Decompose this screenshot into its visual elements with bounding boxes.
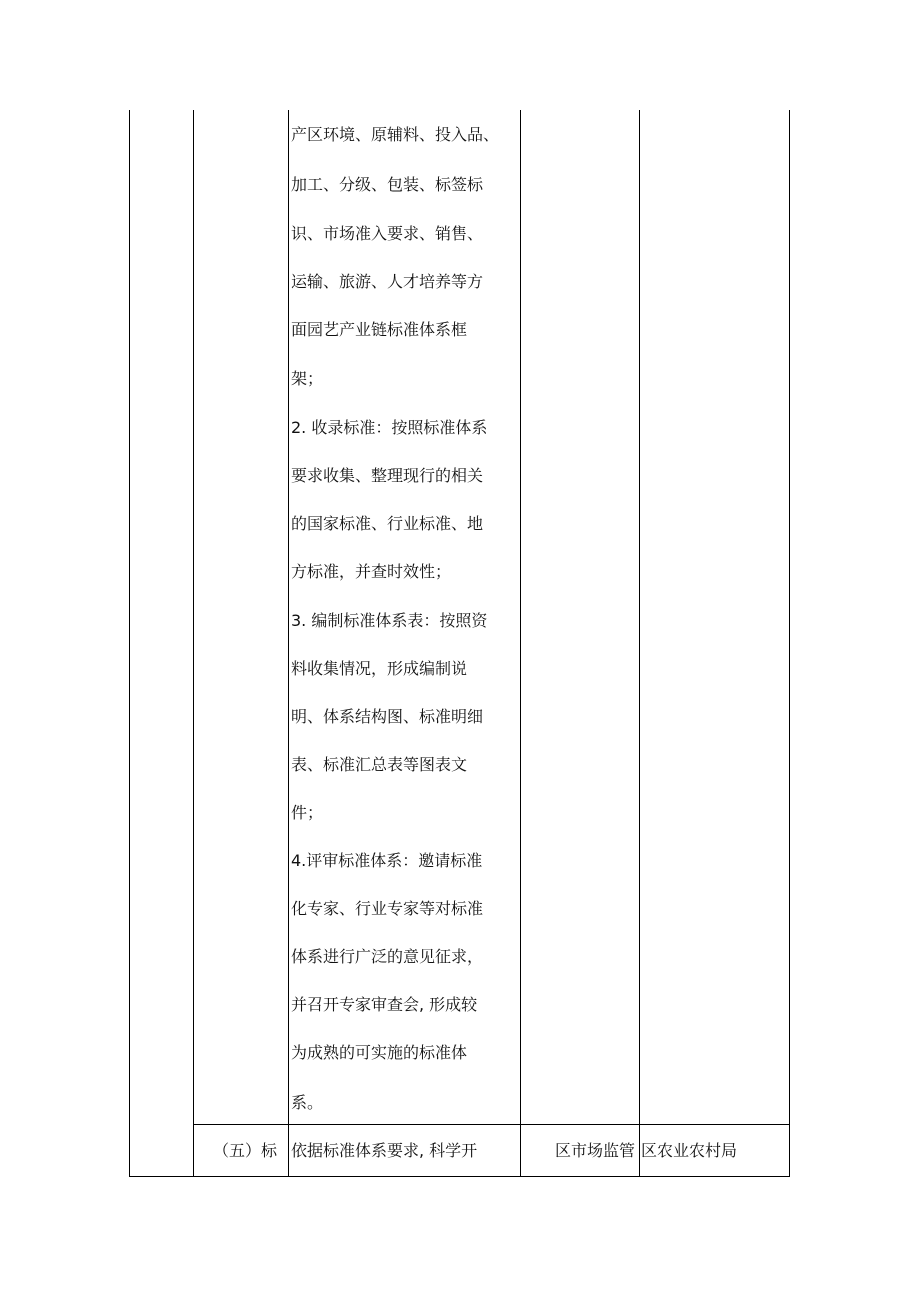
- content-line: 架；: [291, 369, 324, 388]
- item-cell: （五）标: [213, 1141, 278, 1160]
- content-line: 为成熟的可实施的标准体: [291, 1043, 468, 1062]
- content-line: 体系进行广泛的意见征求，: [291, 947, 484, 966]
- support-unit-cell: 区农业农村局: [641, 1141, 738, 1160]
- content-cell: 依据标准体系要求, 科学开: [291, 1141, 478, 1160]
- content-line: 面园艺产业链标准体系框: [291, 320, 468, 339]
- lead-unit-cell: 区市场监管: [555, 1141, 636, 1160]
- content-line: 料收集情况，形成编制说: [291, 659, 468, 678]
- table-column-divider-1: [193, 110, 194, 1177]
- table-border-bottom: [129, 1176, 790, 1177]
- content-line: 方标准，并查时效性；: [291, 562, 452, 581]
- table-column-divider-4: [639, 110, 640, 1177]
- content-line: 表、标准汇总表等图表文: [291, 755, 468, 774]
- content-line: 件；: [291, 803, 324, 822]
- table-column-divider-2: [288, 110, 289, 1177]
- content-line: 并召开专家审查会, 形成较: [291, 995, 478, 1014]
- content-line: 运输、旅游、人才培养等方: [291, 272, 484, 291]
- table-row-divider: [193, 1124, 790, 1125]
- content-line: 识、市场准入要求、销售、: [291, 224, 484, 243]
- content-line: 加工、分级、包装、标签标: [291, 175, 484, 194]
- content-line: 要求收集、整理现行的相关: [291, 466, 484, 485]
- content-line: 产区环境、原辅料、投入品、: [291, 125, 500, 144]
- content-line: 明、体系结构图、标准明细: [291, 707, 484, 726]
- table-column-divider-3: [520, 110, 521, 1177]
- content-line: 4.评审标准体系：邀请标准: [291, 851, 483, 870]
- content-line: 系。: [291, 1093, 324, 1112]
- table-border-right: [789, 110, 790, 1177]
- content-line: 3. 编制标准体系表：按照资: [291, 611, 488, 630]
- content-line: 化专家、行业专家等对标准: [291, 899, 484, 918]
- content-line: 的国家标准、行业标准、地: [291, 514, 484, 533]
- table-border-left: [129, 110, 130, 1177]
- content-line: 2. 收录标准：按照标准体系: [291, 418, 488, 437]
